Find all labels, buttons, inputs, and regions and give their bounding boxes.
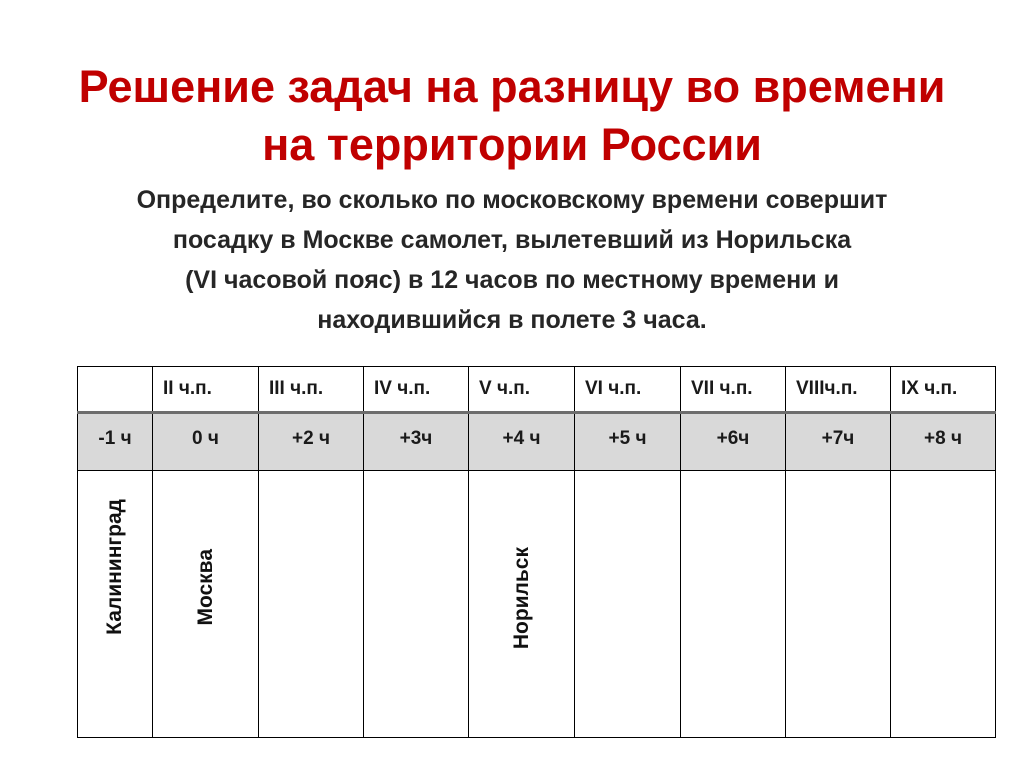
task-text <box>0 180 1024 340</box>
task-line-3: (VI часовой пояс) в 12 часов по местному времени и <box>185 266 839 294</box>
offset-cell: +3ч <box>364 413 469 471</box>
zone-header-row <box>78 367 996 413</box>
city-cell <box>575 471 681 738</box>
zone-header-cell <box>78 367 153 413</box>
city-cell <box>78 471 153 738</box>
offset-cell: +6ч <box>681 413 786 471</box>
offset-row <box>78 413 996 471</box>
task-line-2: посадку в Москве самолет, вылетевший из Норильска <box>172 226 852 254</box>
time-zone-table <box>77 366 996 738</box>
offset-cell: +8 ч <box>891 413 996 471</box>
zone-header-cell: VI ч.п. <box>575 367 681 413</box>
zone-header-cell: IV ч.п. <box>364 367 469 413</box>
city-label-norilsk: Норильск <box>509 547 533 650</box>
offset-cell: +7ч <box>786 413 891 471</box>
city-label-moscow: Москва <box>193 549 217 626</box>
cities-row <box>78 471 996 738</box>
offset-cell: 0 ч <box>153 413 259 471</box>
offset-cell: +5 ч <box>575 413 681 471</box>
city-cell <box>259 471 364 738</box>
city-cell <box>469 471 575 738</box>
zone-header-cell: VII ч.п. <box>681 367 786 413</box>
zone-header-cell: IX ч.п. <box>891 367 996 413</box>
zone-header-cell: VIIIч.п. <box>786 367 891 413</box>
offset-cell: +4 ч <box>469 413 575 471</box>
zone-header-cell: V ч.п. <box>469 367 575 413</box>
city-cell <box>786 471 891 738</box>
city-cell <box>153 471 259 738</box>
zone-header-cell: III ч.п. <box>259 367 364 413</box>
title-line-1: Решение задач на разницу во времени <box>78 61 946 112</box>
offset-cell: +2 ч <box>259 413 364 471</box>
city-label-kaliningrad: Калининград <box>103 499 126 635</box>
city-cell <box>681 471 786 738</box>
task-line-4: находившийся в полете 3 часа. <box>317 306 707 334</box>
city-cell <box>364 471 469 738</box>
offset-cell: -1 ч <box>78 413 153 471</box>
slide-title <box>0 58 1024 174</box>
task-line-1: Определите, во сколько по московскому времени совершит <box>136 186 888 214</box>
zone-header-cell: II ч.п. <box>153 367 259 413</box>
city-cell <box>891 471 996 738</box>
title-line-2: на территории России <box>262 119 762 170</box>
